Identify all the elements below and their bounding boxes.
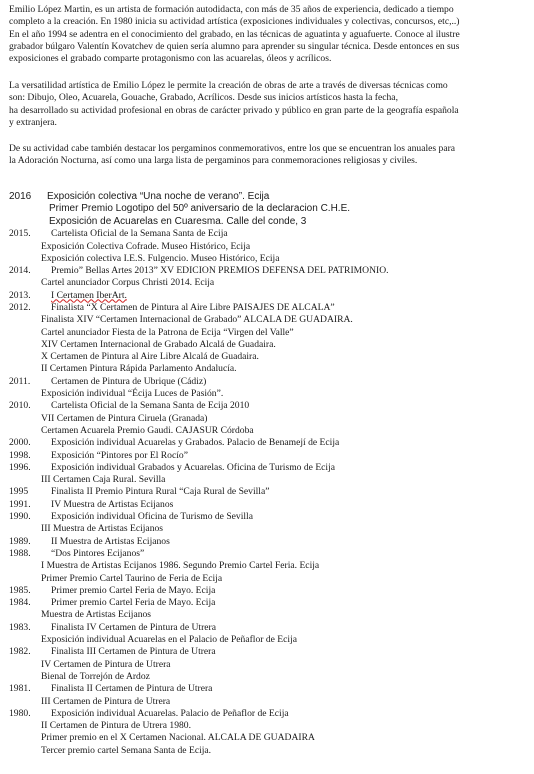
text-line: completo a la creación. En 1980 inicia su actividad artística (exposiciones individuales y colectivas, concursos, etc,..)	[9, 16, 460, 28]
entry-text: II Certamen Pintura Rápida Parlamento Andalucía.	[41, 363, 237, 375]
year-entry-1996	[9, 462, 529, 487]
entry-text: Exposición individual Acuarelas en el Palacio de Peñaflor de Ecija	[41, 634, 298, 646]
entry-text: Cartelista Oficial de la Semana Santa de Ecija	[51, 228, 228, 240]
entry-text: Exposición individual “Écija Luces de Pasión”.	[41, 388, 224, 400]
entry-text: Tercer premio cartel Semana Santa de Ecija.	[41, 744, 212, 756]
entry-text: IV Muestra de Artistas Ecijanos	[51, 498, 174, 510]
entry-text: Exposición colectiva I.E.S. Fulgencio. Museo Histórico, Ecija	[41, 252, 280, 264]
year-label: 2010.	[9, 400, 31, 412]
year-entry-1998	[9, 450, 529, 462]
entry-text: III Muestra de Artistas Ecijanos	[41, 523, 164, 535]
entry-text: I Certamen IberArt.	[51, 289, 127, 301]
year-label: 1996.	[9, 461, 31, 473]
entry-text: Exposición individual Acuarelas. Palacio de Peñaflor de Ecija	[51, 707, 289, 719]
entry-text: Bienal de Torrejón de Ardoz	[41, 670, 150, 682]
entry-text: II Certamen de Pintura de Utrera 1980.	[41, 720, 191, 732]
year-label: 1984.	[9, 597, 31, 609]
year-entry-1991	[9, 499, 529, 511]
year-label: 2014.	[9, 265, 31, 277]
text-line: De su actividad cabe también destacar los pergaminos conmemorativos, entre los que se encuentran los anuales para	[9, 143, 456, 154]
entry-text: Muestra de Artistas Ecijanos	[41, 609, 152, 621]
year-entry-2012	[9, 302, 529, 376]
text-line: La versatilidad artística de Emilio López le permite la creación de obras de arte a través de diversas técnicas como	[9, 80, 448, 91]
entry-text: Premio” Bellas Artes 2013” XV EDICION PREMIOS DEFENSA DEL PATRIMONIO.	[51, 265, 389, 277]
year-label: 2013.	[9, 289, 31, 301]
entry-text: Primer premio en el X Certamen Nacional. ALCALA DE GUADAIRA	[41, 732, 315, 744]
year-label: 1982.	[9, 646, 31, 658]
bio-paragraph-1	[9, 4, 525, 65]
year-entry-2013	[9, 290, 529, 302]
entry-text: “Dos Pintores Ecijanos”	[51, 547, 145, 559]
year-entry-1995	[9, 486, 529, 498]
year-label: 1991.	[9, 498, 31, 510]
entry-text: Exposición Colectiva Cofrade. Museo Histórico, Ecija	[41, 240, 251, 252]
entry-text: III Certamen Caja Rural. Sevilla	[41, 474, 166, 486]
year-entry-1983	[9, 622, 529, 647]
entry-text: Cartel anunciador Corpus Christi 2014. Ecija	[41, 277, 215, 289]
entry-text: Cartelista Oficial de la Semana Santa de Ecija 2010	[51, 400, 250, 412]
year-label: 1988.	[9, 547, 31, 559]
entry-text: Finalista II Certamen de Pintura de Utrera	[51, 683, 213, 695]
year-entry-2014	[9, 265, 529, 290]
text-line: grabador búlgaro Valentín Kovatchev de quien sería alumno para aprender su singular técnica. Desde entonces en sus	[9, 40, 460, 52]
entry-text: Exposición individual Grabados y Acuarelas. Oficina de Turismo de Ecija	[51, 461, 336, 473]
text-line: Emilio López Martin, es un artista de formación autodidacta, con más de 35 años de experiencia, dedicado a tiempo	[9, 4, 454, 15]
year-entry-2011	[9, 376, 529, 401]
year-label: 1985.	[9, 584, 31, 596]
year-label: 1983.	[9, 621, 31, 633]
year-label: 1990.	[9, 511, 31, 523]
entry-text: Exposición individual Acuarelas y Grabados. Palacio de Benamejí de Ecija	[51, 437, 340, 449]
entry-text: III Certamen de Pintura de Utrera	[41, 695, 171, 707]
entry-text: Exposición individual Oficina de Turismo de Sevilla	[51, 511, 253, 523]
year-entry-1984	[9, 597, 529, 622]
text-line: son: Dibujo, Oleo, Acuarela, Gouache, Grabado, Acrílicos. Desde sus inicios artísticos hasta la fecha,	[9, 92, 398, 104]
text-line: la Adoración Nocturna, así como una larga lista de pergaminos para conmemoraciones religiosas y civiles.	[9, 155, 418, 167]
entry-text: Exposición “Pintores por El Rocío”	[51, 449, 188, 461]
year-label: 2000.	[9, 437, 31, 449]
entry-text: Finalista “X Certamen de Pintura al Aire Libre PAISAJES DE ALCALA”	[51, 302, 335, 313]
year-label: 2016	[9, 191, 32, 202]
year-entry-1985	[9, 585, 529, 597]
bio-paragraph-3	[9, 143, 525, 168]
entry-text: Finalista II Premio Pintura Rural “Caja Rural de Sevilla”	[51, 486, 270, 498]
year-label: 1998.	[9, 449, 31, 461]
entry-text: X Certamen de Pintura al Aire Libre Alcalá de Guadaira.	[41, 351, 259, 363]
year-label: 1995	[9, 486, 29, 498]
year-label: 1989.	[9, 535, 31, 547]
year-entry-2010	[9, 400, 529, 437]
year-label: 1981.	[9, 683, 31, 695]
entry-text: I Muestra de Artistas Ecijanos 1986. Segundo Premio Cartel Feria. Ecija	[41, 560, 320, 572]
year-entry-1989	[9, 536, 529, 548]
year-entry-1981	[9, 683, 529, 708]
entry-text: Finalista XIV “Certamen Internacional de Grabado” ALCALA DE GUADAIRA.	[41, 314, 353, 326]
entry-text: IV Certamen de Pintura de Utrera	[41, 658, 171, 670]
bio-paragraph-2	[9, 80, 525, 129]
entry-text: Finalista IV Certamen de Pintura de Utrera	[51, 621, 217, 633]
entry-text: Certamen Acuarela Premio Gaudi. CAJASUR Córdoba	[41, 424, 254, 436]
year-label: 2011.	[9, 375, 31, 387]
text-line: exposiciones el grabado comparte protagonismo con las acuarelas, óleos y acrílicos.	[9, 53, 332, 65]
entry-text: Primer Premio Cartel Taurino de Feria de Ecija	[41, 572, 223, 584]
year-label: 1980.	[9, 707, 31, 719]
year-label: 2012.	[9, 302, 31, 313]
entry-text: Finalista III Certamen de Pintura de Utrera	[51, 646, 216, 658]
entry-text: Exposición colectiva “Una noche de verano”. Ecija	[47, 191, 270, 202]
entry-text: Primer premio Cartel Feria de Mayo. Ecija	[51, 597, 216, 609]
year-entry-1982	[9, 646, 529, 683]
year-label: 2015.	[9, 228, 31, 240]
year-entry-1990	[9, 511, 529, 536]
entry-text: II Muestra de Artistas Ecijanos	[51, 535, 170, 547]
entry-text: Primer Premio Logotipo del 50º aniversario de la declaracion C.H.E.	[49, 203, 351, 215]
text-line: ha desarrollado su actividad profesional en obras de carácter privado y público en gran parte de la geografía española	[9, 104, 459, 116]
entry-text: VII Certamen de Pintura Ciruela (Granada)	[41, 412, 208, 424]
text-line: y extranjera.	[9, 116, 57, 128]
entry-text: XIV Certamen Internacional de Grabado Alcalá de Guadaira.	[41, 338, 276, 350]
entry-text: Cartel anunciador Fiesta de la Patrona de Ecija “Virgen del Valle”	[41, 326, 294, 338]
entry-text: Exposición de Acuarelas en Cuaresma. Calle del conde, 3	[49, 215, 307, 227]
year-entry-1980	[9, 708, 529, 757]
entry-text: Primer premio Cartel Feria de Mayo. Ecija	[51, 584, 216, 596]
year-entry-2000	[9, 437, 529, 449]
year-entry-2016	[9, 191, 529, 228]
entry-text: Certamen de Pintura de Ubrique (Cádiz)	[51, 375, 207, 387]
exhibition-list	[9, 191, 529, 757]
year-entry-2015	[9, 228, 529, 265]
year-entry-1988	[9, 548, 529, 585]
text-line: En el año 1994 se adentra en el conocimiento del grabado, en las técnicas de aguatinta y aguafuerte. Conoce al ilustre	[9, 28, 460, 40]
